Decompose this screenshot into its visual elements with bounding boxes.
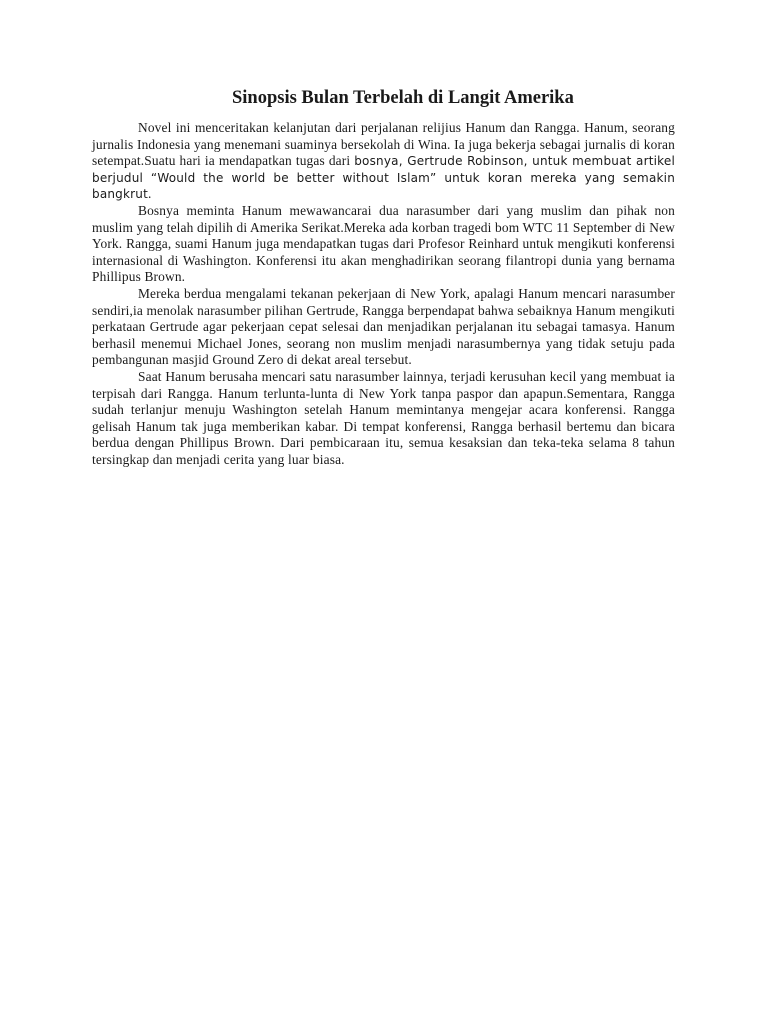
paragraph-1-end: .	[148, 186, 152, 202]
paragraph-1	[92, 120, 675, 203]
paragraph-1-sans: bosnya, Gertrude Robinson, untuk membuat artikel berjudul “Would the world be better without Islam” untuk koran mereka yang semakin bangkrut	[92, 154, 675, 202]
paragraph-1-serif: Novel ini menceritakan kelanjutan dari perjalanan relijius Hanum dan Rangga. Hanum, seorang jurnalis Indonesia yang menemani suaminya bersekolah di Wina. Ia juga bekerja sebagai jurnalis di koran setempat.Suatu hari ia mendapatkan tugas dari	[92, 120, 675, 169]
paragraph-2: Bosnya meminta Hanum mewawancarai dua narasumber dari yang muslim dan pihak non muslim yang telah dipilih di Amerika Serikat.Mereka ada korban tragedi bom WTC 11 September di New York. Rangga, suami Hanum juga mendapatkan tugas dari Profesor Reinhard untuk mengikuti konferensi internasional di Washington. Konferensi itu akan menghadirikan seorang filantropi dunia yang bernama Phillipus Brown.	[92, 202, 675, 285]
document-body	[92, 120, 675, 468]
paragraph-3: Mereka berdua mengalami tekanan pekerjaan di New York, apalagi Hanum mencari narasumber sendiri,ia menolak narasumber pilihan Gertrude, Rangga berpendapat bahwa sebaiknya Hanum mengikuti perkataan Gertrude agar pekerjaan cepat selesai dan menjadikan perjalanan itu sebagai tamasya. Hanum berhasil menemui Michael Jones, seorang non muslim menjadi narasumbernya yang tidak setuju pada pembangunan masjid Ground Zero di dekat areal tersebut.	[92, 285, 675, 368]
document-title: Sinopsis Bulan Terbelah di Langit Amerika	[232, 88, 574, 108]
paragraph-4: Saat Hanum berusaha mencari satu narasumber lainnya, terjadi kerusuhan kecil yang membuat ia terpisah dari Rangga. Hanum terlunta-lunta di New York tanpa paspor dan apapun.Sementara, Rangga sudah terlanjur menuju Washington setelah Hanum memintanya mengejar acara konferensi. Rangga gelisah Hanum tak juga memberikan kabar. Di tempat konferensi, Rangga berhasil bertemu dan bicara berdua dengan Phillipus Brown. Dari pembicaraan itu, semua kesaksian dan teka-teka selama 8 tahun tersingkap dan menjadi cerita yang luar biasa.	[92, 368, 675, 467]
